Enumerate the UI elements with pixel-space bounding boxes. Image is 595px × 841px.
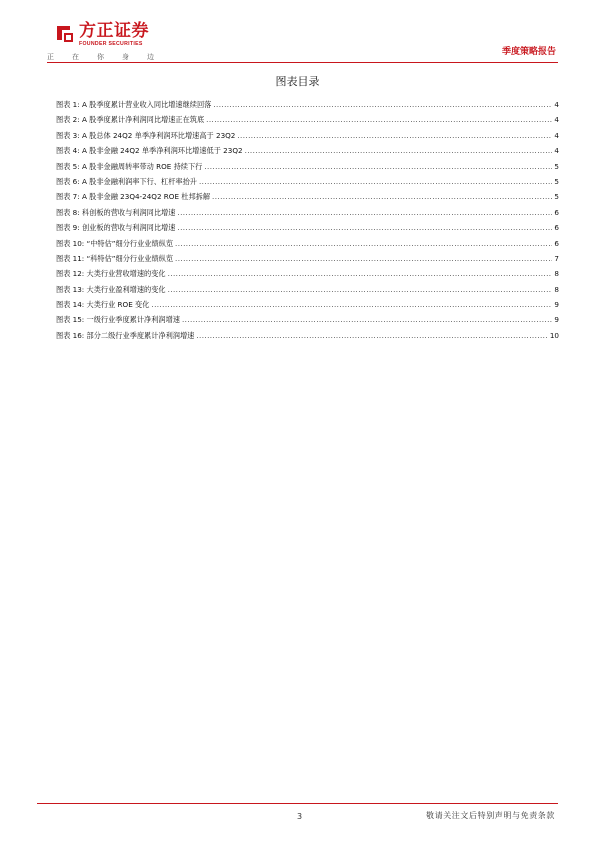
toc-leader-dots — [177, 220, 552, 235]
slogan: 正在你身边 — [47, 53, 172, 61]
toc-leader-dots — [237, 128, 552, 143]
toc-list — [56, 97, 559, 343]
footer-divider — [37, 803, 558, 804]
toc-entry-page: 5 — [554, 161, 559, 171]
toc-entry-page: 8 — [554, 269, 559, 279]
toc-entry-label: 图表 9: 创业板的营收与利润同比增速 — [56, 223, 176, 233]
disclaimer-link[interactable]: 敬请关注文后特别声明与免责条款 — [426, 811, 555, 820]
toc-leader-dots — [213, 97, 552, 112]
toc-entry-label: 图表 16: 部分二级行业季度累计净利润增速 — [56, 330, 195, 340]
toc-entry[interactable] — [56, 236, 559, 251]
toc-entry[interactable] — [56, 189, 559, 204]
toc-entry[interactable] — [56, 266, 559, 281]
toc-entry-page: 9 — [554, 300, 559, 310]
toc-leader-dots — [151, 297, 552, 312]
toc-entry[interactable] — [56, 97, 559, 112]
toc-entry[interactable] — [56, 128, 559, 143]
toc-leader-dots — [206, 112, 552, 127]
toc-entry-label: 图表 10: “中特估”细分行业业绩纵览 — [56, 238, 174, 248]
logo-english-name: FOUNDER SECURITIES — [79, 41, 143, 47]
toc-leader-dots — [212, 189, 552, 204]
toc-entry-label: 图表 2: A 股季度累计净利润同比增速正在筑底 — [56, 115, 205, 125]
toc-entry[interactable] — [56, 220, 559, 235]
toc-leader-dots — [204, 159, 552, 174]
toc-entry[interactable] — [56, 174, 559, 189]
toc-entry-page: 6 — [554, 238, 559, 248]
toc-entry-page: 7 — [554, 253, 559, 263]
toc-entry-page: 5 — [554, 176, 559, 186]
founder-logo-icon — [54, 22, 76, 44]
toc-leader-dots — [168, 282, 553, 297]
toc-entry[interactable] — [56, 297, 559, 312]
toc-leader-dots — [168, 266, 553, 281]
toc-entry-page: 6 — [554, 223, 559, 233]
toc-entry-page: 4 — [554, 115, 559, 125]
toc-entry[interactable] — [56, 143, 559, 158]
toc-leader-dots — [175, 251, 552, 266]
toc-entry[interactable] — [56, 205, 559, 220]
page-number: 3 — [297, 812, 303, 821]
toc-leader-dots — [182, 312, 552, 327]
toc-entry-page: 6 — [554, 207, 559, 217]
toc-entry[interactable] — [56, 112, 559, 127]
toc-leader-dots — [175, 236, 552, 251]
toc-entry-label: 图表 14: 大类行业 ROE 变化 — [56, 300, 150, 310]
toc-entry-page: 10 — [549, 330, 559, 340]
report-type-label: 季度策略报告 — [501, 47, 556, 57]
toc-entry[interactable] — [56, 328, 559, 343]
toc-leader-dots — [196, 328, 548, 343]
toc-entry[interactable] — [56, 312, 559, 327]
toc-entry-label: 图表 11: “科特估”细分行业业绩纵览 — [56, 253, 174, 263]
toc-leader-dots — [245, 143, 553, 158]
toc-entry-page: 4 — [554, 146, 559, 156]
toc-entry-page: 4 — [554, 130, 559, 140]
company-logo — [54, 22, 174, 50]
toc-entry-page: 9 — [554, 315, 559, 325]
toc-entry-label: 图表 3: A 股总体 24Q2 单季净利润环比增速高于 23Q2 — [56, 130, 236, 140]
toc-entry[interactable] — [56, 282, 559, 297]
toc-leader-dots — [177, 205, 552, 220]
toc-entry-label: 图表 8: 科创板的营收与利润同比增速 — [56, 207, 176, 217]
header-divider — [47, 62, 558, 63]
toc-entry-page: 8 — [554, 284, 559, 294]
toc-entry-label: 图表 13: 大类行业盈利增速的变化 — [56, 284, 166, 294]
toc-entry-label: 图表 12: 大类行业营收增速的变化 — [56, 269, 166, 279]
toc-entry-label: 图表 15: 一级行业季度累计净利润增速 — [56, 315, 180, 325]
toc-entry-label: 图表 4: A 股非金融 24Q2 单季净利润环比增速低于 23Q2 — [56, 146, 243, 156]
toc-entry-page: 4 — [554, 100, 559, 109]
toc-entry-label: 图表 1: A 股季度累计营业收入同比增速继续回落 — [56, 100, 212, 109]
toc-title: 图表目录 — [275, 75, 320, 88]
toc-leader-dots — [199, 174, 552, 189]
toc-entry-label: 图表 5: A 股非金融周转率带动 ROE 持续下行 — [56, 161, 203, 171]
toc-entry-label: 图表 7: A 股非金融 23Q4-24Q2 ROE 杜邦拆解 — [56, 192, 211, 202]
toc-entry-label: 图表 6: A 股非金融利润率下行、杠杆率抬升 — [56, 176, 197, 186]
toc-entry[interactable] — [56, 251, 559, 266]
toc-entry[interactable] — [56, 159, 559, 174]
toc-entry-page: 5 — [554, 192, 559, 202]
logo-chinese-name: 方正证券 — [79, 21, 149, 41]
